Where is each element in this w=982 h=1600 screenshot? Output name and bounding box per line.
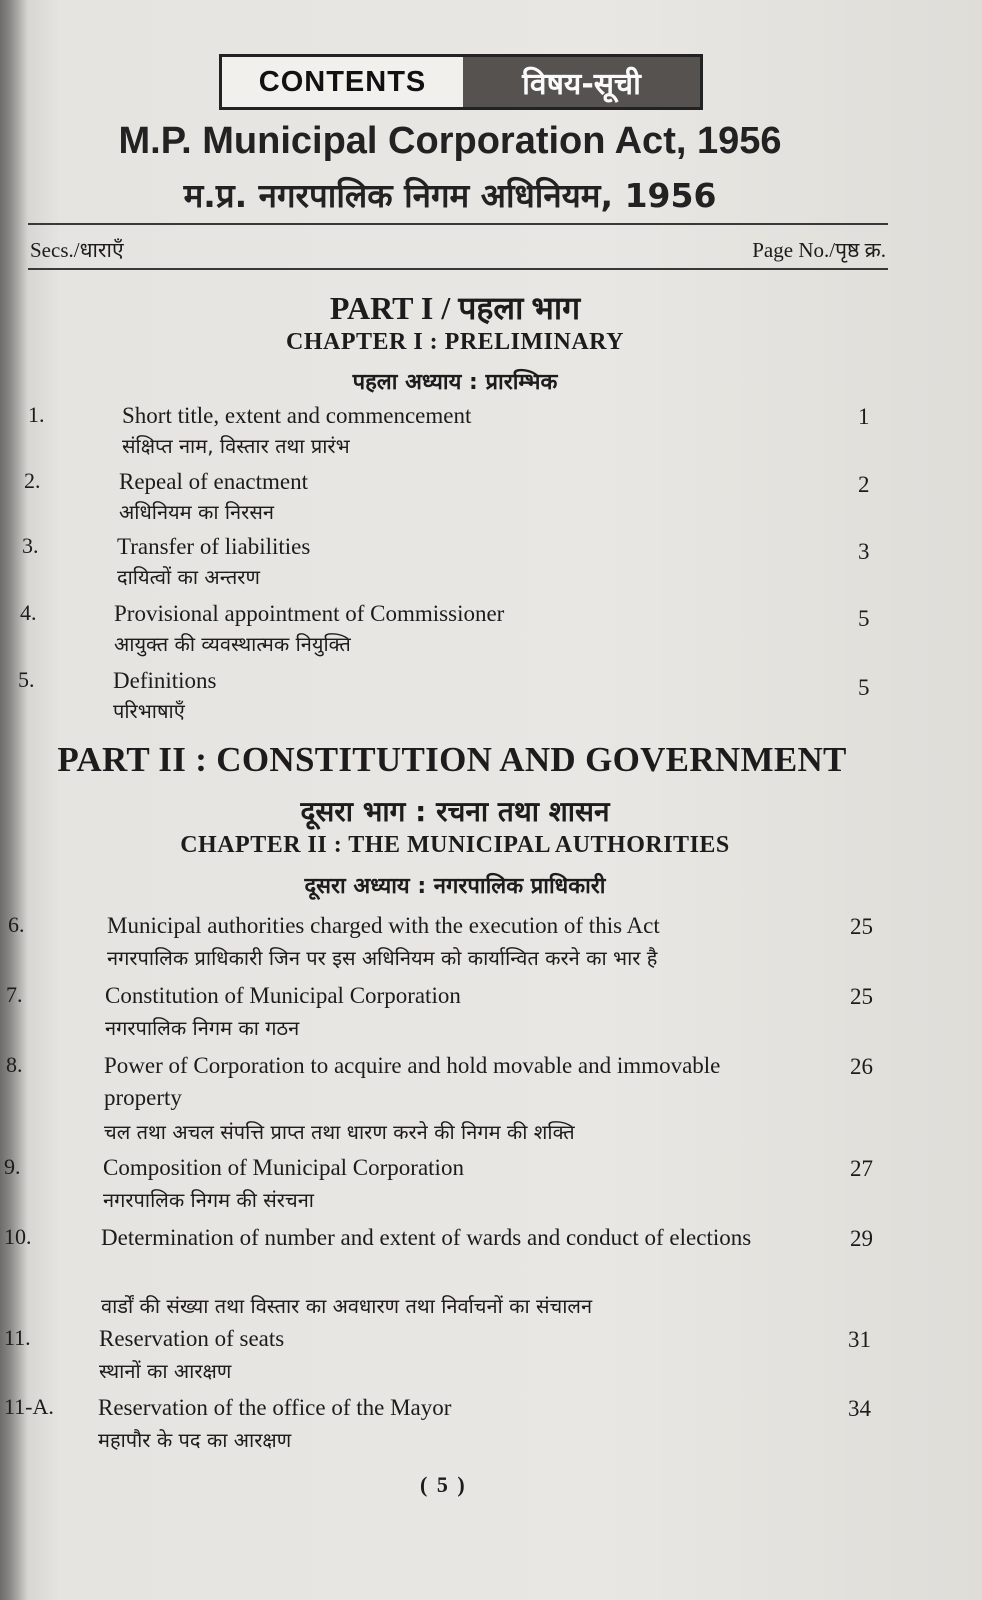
section-number: 9.	[4, 1154, 21, 1179]
page-number: 27	[850, 1156, 873, 1181]
section-number: 7.	[6, 982, 23, 1007]
section-number: 10.	[4, 1224, 32, 1249]
section-number: 11-A.	[4, 1394, 54, 1419]
page-number: 2	[858, 472, 870, 497]
section-title-hindi: संक्षिप्त नाम, विस्तार तथा प्रारंभ	[122, 434, 350, 458]
section-number: 4.	[20, 600, 37, 625]
bleed-through-text	[770, 30, 775, 53]
section-title: Provisional appointment of Commissioner	[114, 601, 505, 626]
section-title: Short title, extent and commencement	[122, 403, 472, 428]
part-1-heading: PART I / पहला भाग	[329, 290, 581, 326]
section-title: Municipal authorities charged with the execution of this Act	[107, 913, 660, 938]
act-title-english: M.P. Municipal Corporation Act, 1956	[118, 120, 782, 162]
section-title: Transfer of liabilities	[117, 534, 311, 559]
section-number: 11.	[4, 1325, 31, 1350]
section-title-hindi: आयुक्त की व्यवस्थात्मक नियुक्ति	[114, 632, 351, 656]
section-title: Definitions	[113, 668, 217, 693]
section-title-hindi: महापौर के पद का आरक्षण	[98, 1428, 292, 1452]
section-number: 6.	[8, 912, 25, 937]
section-title-hindi: वार्डों की संख्या तथा विस्तार का अवधारण तथा निर्वाचनों का संचालन	[101, 1294, 593, 1318]
section-number: 1.	[28, 402, 45, 427]
banner-english: CONTENTS	[222, 57, 463, 107]
section-title-hindi: परिभाषाएँ	[113, 699, 185, 723]
section-number: 5.	[18, 667, 35, 692]
chapter-2-heading: CHAPTER II : THE MUNICIPAL AUTHORITIES	[180, 832, 730, 858]
page-footer-number: ( 5 )	[420, 1472, 467, 1497]
part-2-heading: PART II : CONSTITUTION AND GOVERNMENT	[57, 740, 847, 779]
banner-hindi: विषय-सूची	[463, 57, 700, 107]
section-title-hindi: नगरपालिक निगम का गठन	[105, 1016, 300, 1040]
page-number: 25	[850, 984, 873, 1009]
page-number: 25	[850, 914, 873, 939]
chapter-1-heading-hindi: पहला अध्याय : प्रारम्भिक	[352, 370, 558, 395]
section-title-hindi: दायित्वों का अन्तरण	[117, 565, 260, 589]
column-header-page-no: Page No./पृष्ठ क्र.	[752, 238, 886, 262]
chapter-2-heading-hindi: दूसरा अध्याय : नगरपालिक प्राधिकारी	[304, 874, 606, 899]
section-title-hindi: स्थानों का आरक्षण	[99, 1359, 232, 1383]
section-title-hindi: अधिनियम का निरसन	[119, 500, 274, 524]
page-number: 34	[848, 1396, 871, 1421]
section-number: 3.	[22, 533, 39, 558]
header-rule-top	[28, 223, 888, 225]
section-title: Determination of number and extent of wards and conduct of elections	[101, 1225, 752, 1250]
section-title-hindi: नगरपालिक प्राधिकारी जिन पर इस अधिनियम को कार्यान्वित करने का भार है	[107, 946, 658, 970]
page-number: 26	[850, 1054, 873, 1079]
section-title: Composition of Municipal Corporation	[103, 1155, 464, 1180]
column-header-sections: Secs./धाराएँ	[30, 238, 124, 262]
section-title: Reservation of seats	[99, 1326, 285, 1351]
page-number: 1	[858, 404, 870, 429]
section-number: 8.	[6, 1052, 23, 1077]
page-number: 29	[850, 1226, 873, 1251]
section-title: Constitution of Municipal Corporation	[105, 983, 461, 1008]
act-title-hindi: म.प्र. नगरपालिक निगम अधिनियम, 1956	[183, 176, 717, 215]
section-title: Reservation of the office of the Mayor	[98, 1395, 452, 1420]
section-title-hindi: चल तथा अचल संपत्ति प्राप्त तथा धारण करने की निगम की शक्ति	[104, 1120, 575, 1144]
part-2-heading-hindi: दूसरा भाग : रचना तथा शासन	[300, 795, 610, 828]
header-rule-bottom	[28, 268, 888, 270]
contents-banner	[219, 54, 703, 110]
section-title-hindi: नगरपालिक निगम की संरचना	[103, 1188, 314, 1212]
section-title: Power of Corporation to acquire and hold movable and immovable property	[104, 1053, 721, 1110]
section-title: Repeal of enactment	[119, 469, 309, 494]
page-number: 31	[848, 1327, 871, 1352]
section-number: 2.	[24, 468, 41, 493]
chapter-1-heading: CHAPTER I : PRELIMINARY	[286, 329, 624, 355]
page-number: 5	[858, 606, 870, 631]
page-number: 5	[858, 675, 870, 700]
page-number: 3	[858, 539, 870, 564]
